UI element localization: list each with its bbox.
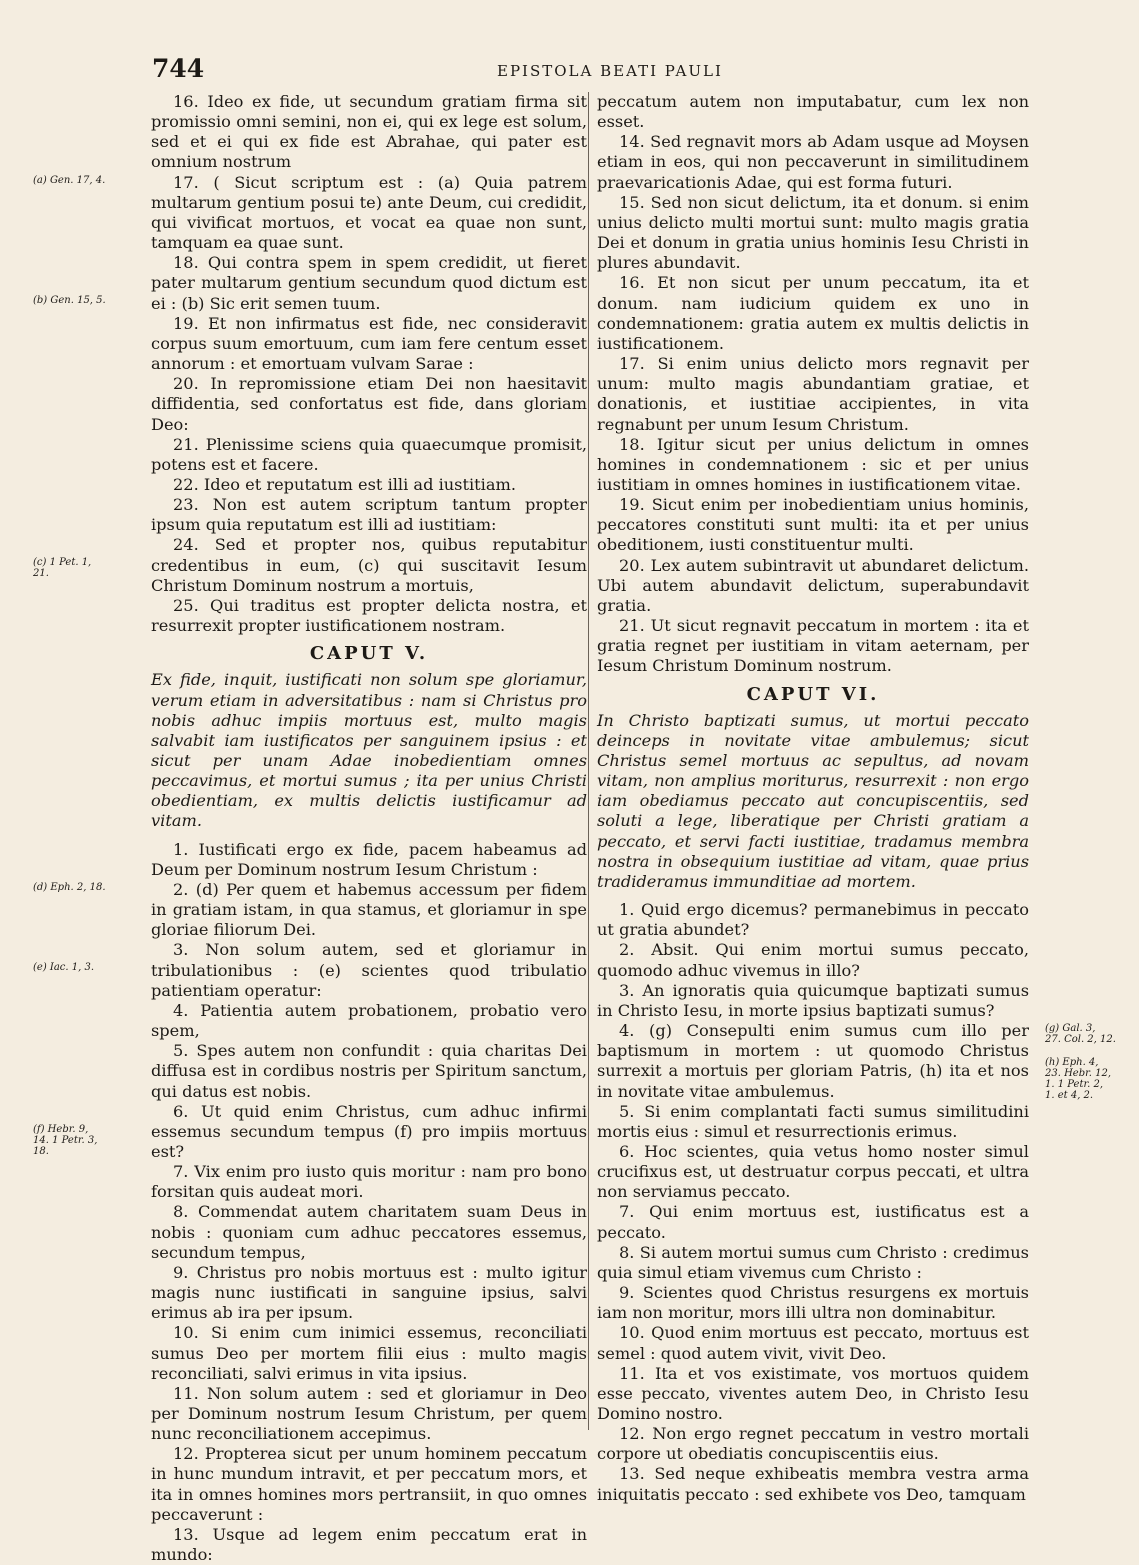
verse-6-8: 8. Si autem mortui sumus cum Christo : credimus quia simul etiam vivemus cum Christo : — [597, 1242, 1029, 1282]
margin-note-h-line2: 23. Hebr. 12, — [1045, 1068, 1112, 1080]
margin-note-c-line1: (c) 1 Pet. 1, — [33, 557, 92, 569]
margin-note-c — [33, 557, 129, 579]
verse-5-2: 2. (d) Per quem et habemus accessum per fidem in gratiam istam, in qua stamus, et gloriamur in spe gloriae filiorum Dei. — [151, 879, 587, 940]
verse-6-5: 5. Si enim complantati facti sumus similitudini mortis eius : simul et resurrectionis erimus. — [597, 1101, 1029, 1141]
verse-4-18: 18. Qui contra spem in spem credidit, ut fieret pater multarum gentium secundum quod dictum est ei : (b) Sic erit semen tuum. — [151, 253, 587, 313]
chapter-6-title: CAPUT VI. — [746, 683, 880, 705]
verse-5-15: 15. Sed non sicut delictum, ita et donum. si enim unius delicto multi mortui sunt: multo magis gratia Dei et donum in gratia unius hominis Iesu Christi in plures abundavit. — [597, 192, 1029, 273]
verse-5-9: 9. Christus pro nobis mortuus est : multo igitur magis nunc iustificati in sanguine ipsius, salvi erimus ab ira per ipsum. — [151, 1262, 587, 1323]
verse-4-21: 21. Plenissime sciens quia quaecumque promisit, potens est et facere. — [151, 434, 587, 474]
margin-note-c-line2: 21. — [33, 568, 49, 580]
page-header — [152, 54, 1032, 86]
margin-note-h-line3: 1. 1 Petr. 2, — [1045, 1079, 1104, 1091]
verse-block-4-18 — [33, 253, 587, 313]
margin-note-g-line1: (g) Gal. 3, — [1045, 1023, 1096, 1035]
margin-note-a: (a) Gen. 17, 4. — [33, 174, 106, 186]
verse-block-4-24 — [33, 535, 587, 595]
verse-4-22: 22. Ideo et reputatum est illi ad iustitiam. — [173, 474, 517, 494]
verse-block-4-17 — [33, 172, 587, 254]
verse-6-9: 9. Scientes quod Christus resurgens ex mortuis iam non moritur, mors illi ultra non dominabitur. — [597, 1283, 1029, 1323]
margin-note-b: (b) Gen. 15, 5. — [33, 295, 106, 307]
verse-5-1: 1. Iustificati ergo ex fide, pacem habeamus ad Deum per Dominum nostrum Iesum Christum : — [151, 839, 587, 879]
verse-5-17: 17. Si enim unius delicto mors regnavit per unum: multo magis abundantiam gratiae, et donationis, et iustitiae accipientes, in vita regnabunt per unum Iesum Christum. — [597, 354, 1029, 434]
chapter-5-title: CAPUT V. — [309, 643, 429, 665]
margin-note-e: (e) Iac. 1, 3. — [33, 962, 95, 974]
verse-5-18: 18. Igitur sicut per unius delictum in omnes homines in condemnationem : sic et per unius iustitiam in omnes homines in iustificationem vitae. — [597, 434, 1029, 494]
verse-5-3: 3. Non solum autem, sed et gloriamur in tribulationibus : (e) scientes quod tribulatio patientiam operatur: — [151, 940, 587, 1000]
verse-5-13: 13. Usque ad legem enim peccatum erat in mundo: — [151, 1524, 587, 1565]
verse-block-5-6 — [33, 1101, 587, 1162]
column-divider — [588, 92, 589, 1430]
verse-6-4: 4. (g) Consepulti enim sumus cum illo per baptismum in mortem : ut quomodo Christus surrexit a mortuis per gloriam Patris, (h) ita et nos in novitate vitae ambulemus. — [597, 1021, 1029, 1101]
verse-6-6: 6. Hoc scientes, quia vetus homo noster simul crucifixus est, ut destruatur corpus peccati, et ultra non serviamus peccato. — [597, 1141, 1029, 1202]
verse-4-23: 23. Non est autem scriptum tantum propter ipsum quia reputatum est illi ad iustitiam: — [151, 495, 587, 535]
verse-6-2: 2. Absit. Qui enim mortui sumus peccato, quomodo adhuc vivemus in illo? — [597, 940, 1029, 980]
verse-6-11: 11. Ita et vos existimate, vos mortuos quidem esse peccato, viventes autem Deo, in Christo Iesu Domino nostro. — [597, 1363, 1029, 1423]
verse-5-11: 11. Non solum autem : sed et gloriamur in Deo per Dominum nostrum Iesum Christum, per quem nunc reconciliationem accepimus. — [151, 1383, 587, 1444]
verse-5-6: 6. Ut quid enim Christus, cum adhuc infirmi essemus secundum tempus (f) pro impiis mortuus est? — [151, 1101, 587, 1161]
left-column — [33, 92, 587, 1565]
verse-block-5-3 — [33, 940, 587, 1000]
chapter-5-summary: Ex fide, inquit, iustificati non solum spe gloriamur, verum etiam in adversitatibus : nam si Christus pro nobis adhuc impiis mortuus est, multo magis salvabit iam iustificatos per sanguinem ipsius : et sicut per unam Adae inobedientiam omnes peccavimus, et mortui sumus ; ita per unius Christi obedientiam, ex multis delictis iustificamur ad vitam. — [151, 670, 587, 831]
verse-5-7: 7. Vix enim pro iusto quis moritur : nam pro bono forsitan quis audeat mori. — [151, 1162, 587, 1202]
verse-5-21: 21. Ut sicut regnavit peccatum in mortem : ita et gratia regnet per iustitiam in vitam aeternam, per Iesum Christum Dominum nostrum. — [597, 616, 1029, 676]
margin-note-g — [1045, 1023, 1139, 1045]
margin-note-f-line2: 14. 1 Petr. 3, — [33, 1134, 98, 1146]
verse-6-12: 12. Non ergo regnet peccatum in vestro mortali corpore ut obediatis concupiscentiis eius. — [597, 1424, 1029, 1464]
verse-6-13: 13. Sed neque exhibeatis membra vestra arma iniquitatis peccato : sed exhibete vos Deo, tamquam — [597, 1464, 1029, 1504]
margin-note-h-line4: 1. et 4, 2. — [1045, 1090, 1094, 1102]
verse-5-12: 12. Propterea sicut per unum hominem peccatum in hunc mundum intravit, et per peccatum mors, et ita in omnes homines mors pertransiit, in quo omnes peccaverunt : — [151, 1444, 587, 1524]
margin-note-f-line3: 18. — [33, 1145, 49, 1157]
verse-5-20: 20. Lex autem subintravit ut abundaret delictum. Ubi autem abundavit delictum, superabundavit gratia. — [597, 555, 1029, 615]
verse-5-5: 5. Spes autem non confundit : quia charitas Dei diffusa est in cordibus nostris per Spiritum sanctum, qui datus est nobis. — [151, 1041, 587, 1101]
margin-note-d: (d) Eph. 2, 18. — [33, 881, 106, 893]
verse-5-8: 8. Commendat autem charitatem suam Deus in nobis : quoniam cum adhuc peccatores essemus, secundum tempus, — [151, 1202, 587, 1262]
verse-6-1: 1. Quid ergo dicemus? permanebimus in peccato ut gratia abundet? — [597, 900, 1029, 940]
verse-block-6-4 — [597, 1021, 1116, 1102]
verse-5-4: 4. Patientia autem probationem, probatio vero spem, — [151, 1000, 587, 1041]
right-column — [597, 92, 1116, 1505]
verse-5-14: 14. Sed regnavit mors ab Adam usque ad Moysen etiam in eos, qui non peccaverunt in similitudinem praevaricationis Adae, qui est forma futuri. — [597, 132, 1029, 192]
margin-note-f-line1: (f) Hebr. 9, — [33, 1123, 89, 1135]
margin-note-h-line1: (h) Eph. 4, — [1045, 1057, 1099, 1069]
verse-6-10: 10. Quod enim mortuus est peccato, mortuus est semel : quod autem vivit, vivit Deo. — [597, 1323, 1029, 1363]
verse-4-20: 20. In repromissione etiam Dei non haesitavit diffidentia, sed confortatus est fide, dans gloriam Deo: — [151, 374, 587, 434]
verse-6-7: 7. Qui enim mortuus est, iustificatus est a peccato. — [597, 1202, 1029, 1242]
verse-5-13-continuation: peccatum autem non imputabatur, cum lex non esset. — [597, 92, 1029, 132]
verse-5-19: 19. Sicut enim per inobedientiam unius hominis, peccatores constituti sunt multi: ita et per unius obeditionem, iusti constituentur multi. — [597, 495, 1029, 555]
verse-4-17: 17. ( Sicut scriptum est : (a) Quia patrem multarum gentium posui te) ante Deum, cui credidit, qui vivificat mortuos, et vocat ea quae non sunt, tamquam ea quae sunt. — [151, 172, 587, 253]
verse-5-10: 10. Si enim cum inimici essemus, reconciliati sumus Deo per mortem filii eius : multo magis reconciliati, salvi erimus in vita ipsius. — [151, 1323, 587, 1383]
verse-6-3: 3. An ignoratis quia quicumque baptizati sumus in Christo Iesu, in morte ipsius baptizati sumus? — [597, 980, 1029, 1020]
running-title: EPISTOLA BEATI PAULI — [497, 62, 723, 80]
verse-4-25: 25. Qui traditus est propter delicta nostra, et resurrexit propter iustificationem nostram. — [151, 595, 587, 636]
margin-note-f — [33, 1124, 129, 1157]
verse-4-24: 24. Sed et propter nos, quibus reputabitur credentibus in eum, (c) qui suscitavit Iesum Christum Dominum nostrum a mortuis, — [151, 535, 587, 595]
chapter-6-summary: In Christo baptizati sumus, ut mortui peccato deinceps in novitate vitae ambulemus; sicut Christus semel mortuus ac sepultus, ad novam vitam, non amplius moriturus, resurrexit : non ergo iam obediamus peccato aut concupiscentiis, sed soluti a lege, liberatique per Christi gratiam a peccato, et servi facti iustitiae, tradamus membra nostra in obsequium iustitiae ad vitam, quae prius tradideramus immunditiae ad mortem. — [597, 710, 1029, 891]
verse-5-16: 16. Et non sicut per unum peccatum, ita et donum. nam iudicium quidem ex uno in condemnationem: gratia autem ex multis delictis in iustificationem. — [597, 273, 1029, 353]
margin-note-h — [1045, 1057, 1139, 1101]
margin-note-g-line2: 27. Col. 2, 12. — [1045, 1034, 1116, 1046]
verse-4-16: 16. Ideo ex fide, ut secundum gratiam firma sit promissio omni semini, non ei, qui ex lege est solum, sed et ei qui ex fide est Abrahae, qui pater est omnium nostrum — [151, 92, 587, 172]
verse-block-5-2 — [33, 879, 587, 940]
verse-4-19: 19. Et non infirmatus est fide, nec consideravit corpus suum emortuum, cum iam fere centum esset annorum : et emortuam vulvam Sarae : — [151, 313, 587, 374]
page-number: 744 — [152, 54, 205, 83]
